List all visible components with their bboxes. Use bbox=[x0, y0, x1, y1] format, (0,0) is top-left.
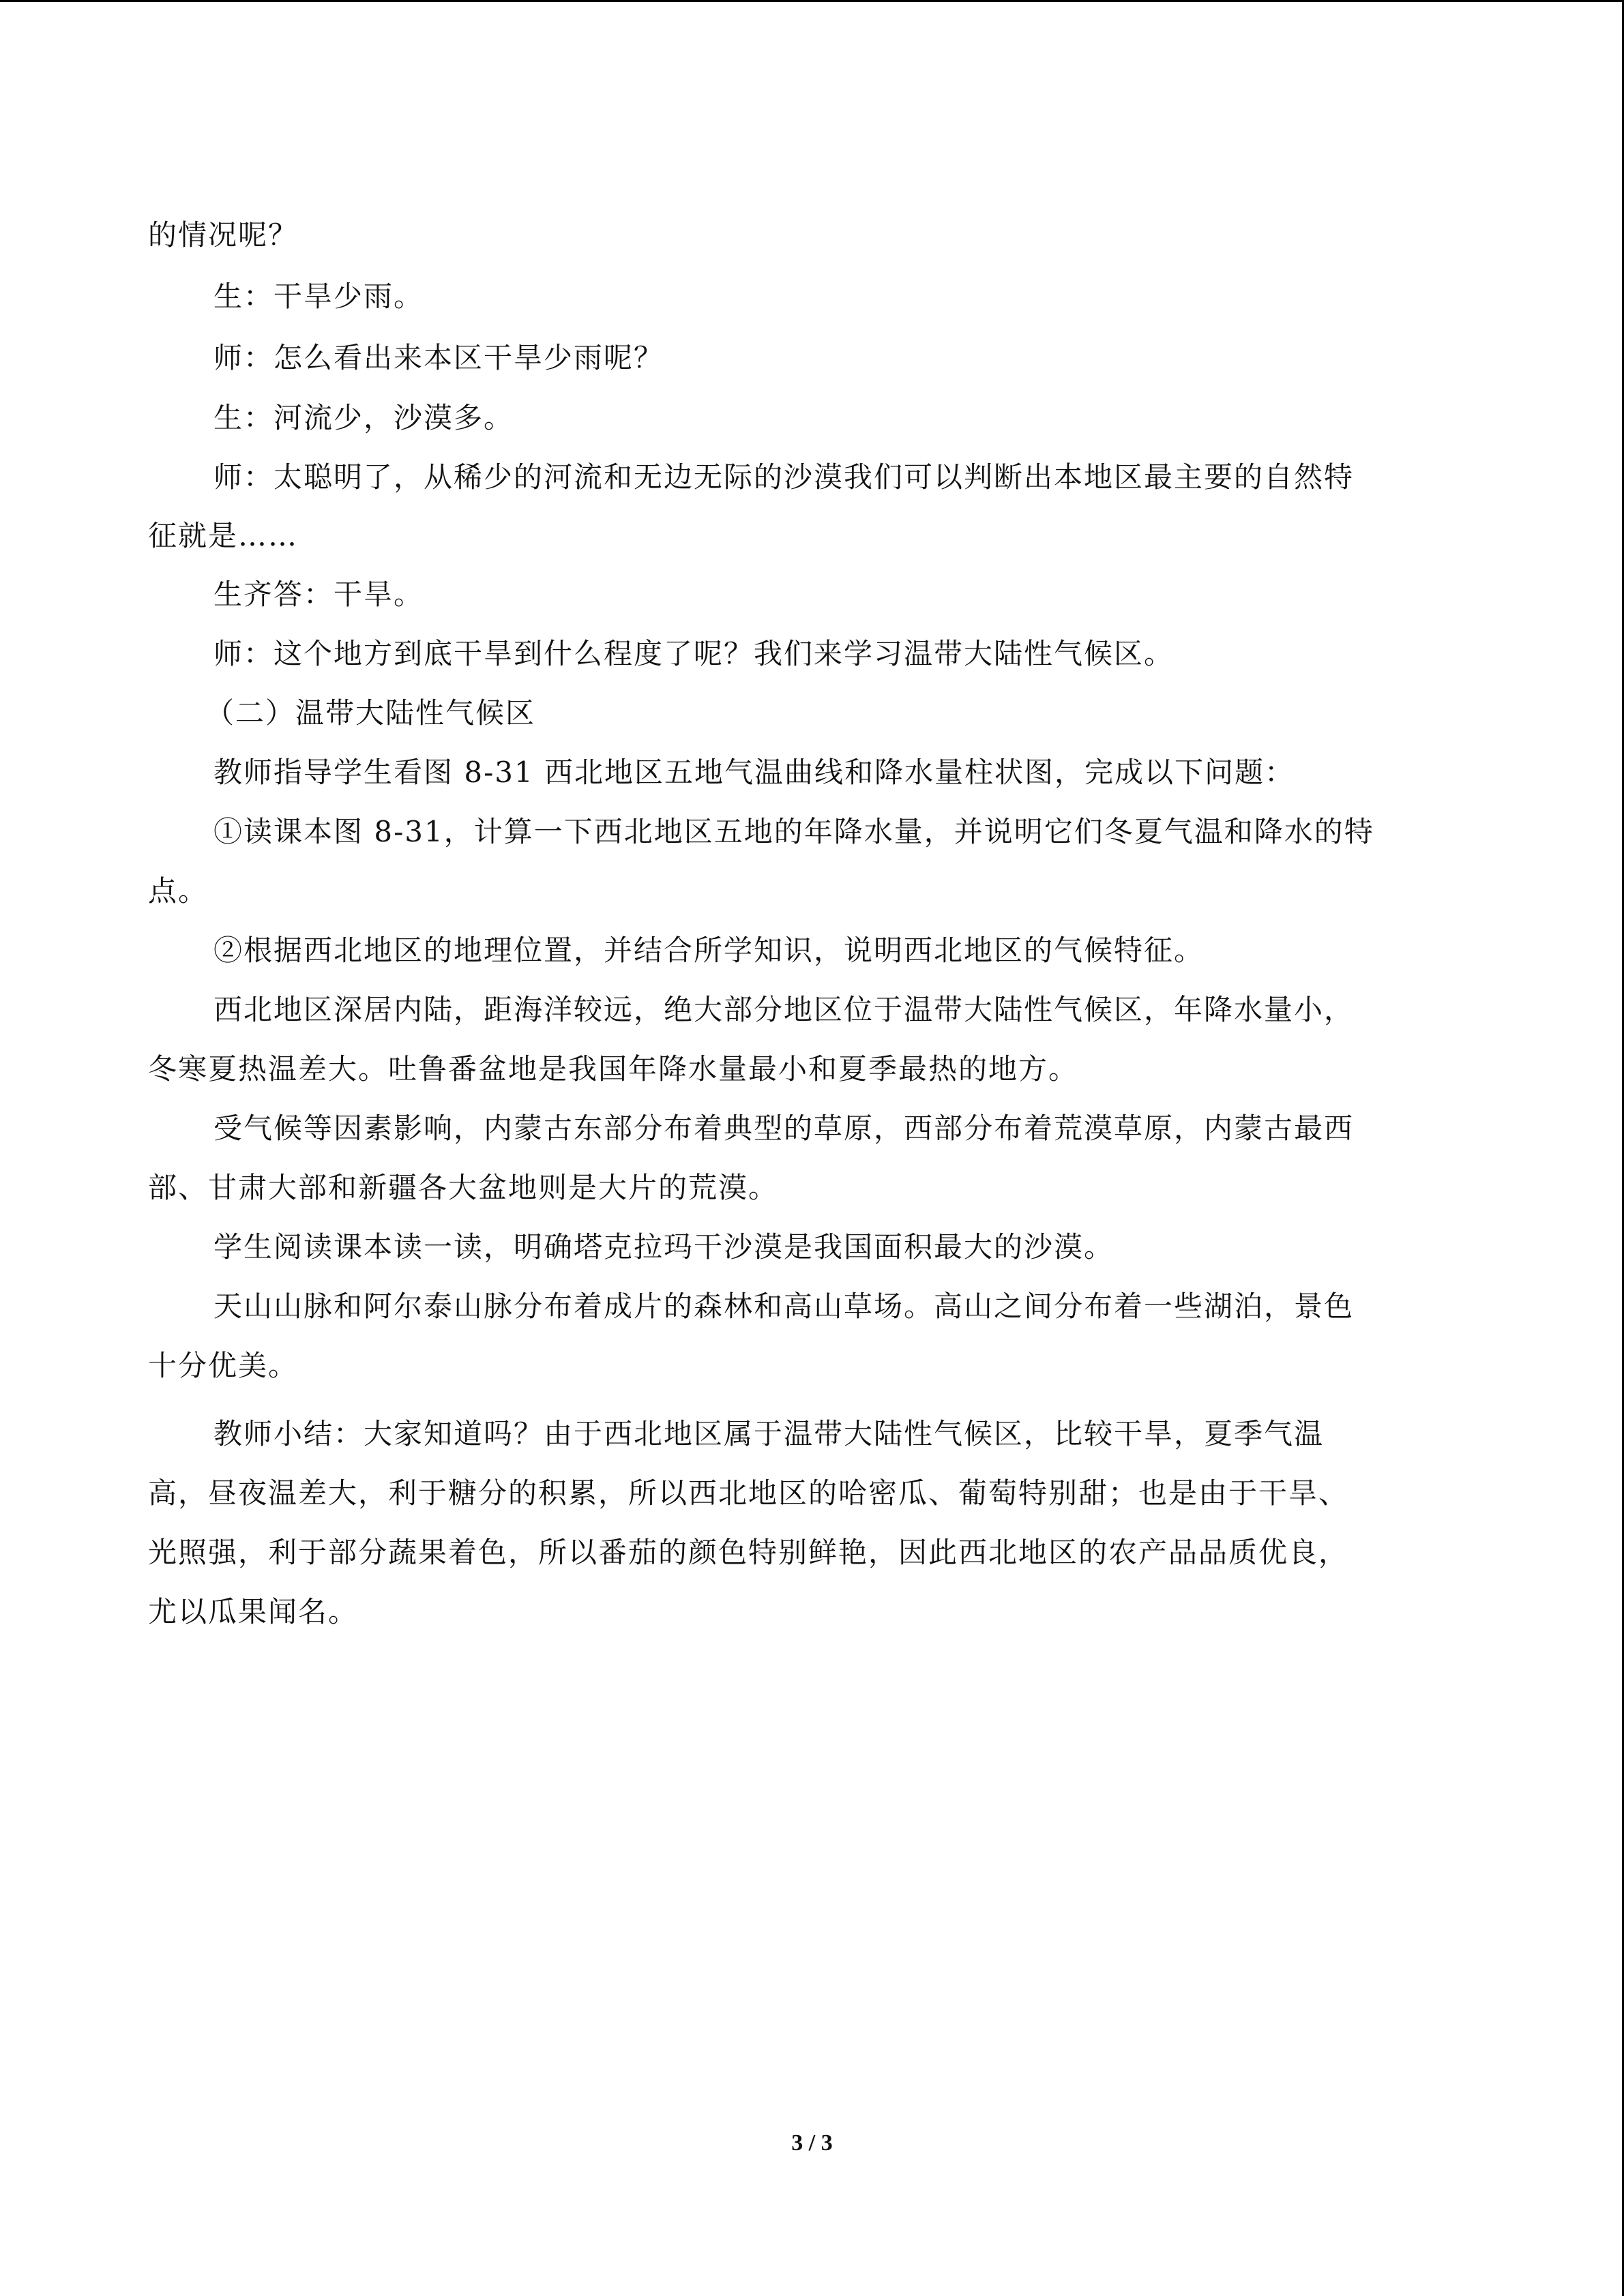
text-line: ①读课本图 8-31，计算一下西北地区五地的年降水量，并说明它们冬夏气温和降水的特 bbox=[213, 815, 1374, 848]
text-line: 教师小结：大家知道吗？由于西北地区属于温带大陆性气候区，比较干旱，夏季气温 bbox=[213, 1417, 1325, 1450]
text-line: 天山山脉和阿尔泰山脉分布着成片的森林和高山草场。高山之间分布着一些湖泊，景色 bbox=[213, 1289, 1355, 1323]
page-number: 3 / 3 bbox=[791, 2130, 833, 2156]
text-line: 的情况呢？ bbox=[148, 218, 299, 252]
text-line: 光照强，利于部分蔬果着色，所以番茄的颜色特别鲜艳，因此西北地区的农产品品质优良， bbox=[148, 1536, 1349, 1569]
text-line: 十分优美。 bbox=[148, 1349, 299, 1382]
text-line: 生：干旱少雨。 bbox=[213, 280, 424, 313]
text-line: 生齐答：干旱。 bbox=[213, 578, 424, 611]
text-line: 师：太聪明了，从稀少的河流和无边无际的沙漠我们可以判断出本地区最主要的自然特 bbox=[213, 460, 1355, 494]
text-line: 学生阅读课本读一读，明确塔克拉玛干沙漠是我国面积最大的沙漠。 bbox=[213, 1230, 1114, 1264]
text-line: ②根据西北地区的地理位置，并结合所学知识，说明西北地区的气候特征。 bbox=[213, 934, 1205, 967]
text-line: 冬寒夏热温差大。吐鲁番盆地是我国年降水量最小和夏季最热的地方。 bbox=[148, 1052, 1079, 1086]
text-line: 西北地区深居内陆，距海洋较远，绝大部分地区位于温带大陆性气候区，年降水量小， bbox=[213, 993, 1355, 1026]
section-heading: （二）温带大陆性气候区 bbox=[205, 696, 536, 730]
text-line: 高，昼夜温差大，利于糖分的积累，所以西北地区的哈密瓜、葡萄特别甜；也是由于干旱、 bbox=[148, 1476, 1349, 1510]
page-border-top bbox=[0, 0, 1624, 2]
text-line: 点。 bbox=[148, 874, 209, 908]
text-line: 征就是…… bbox=[148, 519, 299, 552]
text-line: 教师指导学生看图 8-31 西北地区五地气温曲线和降水量柱状图，完成以下问题： bbox=[213, 756, 1295, 789]
text-line: 师：怎么看出来本区干旱少雨呢？ bbox=[213, 341, 664, 374]
text-line: 尤以瓜果闻名。 bbox=[148, 1595, 359, 1628]
text-line: 部、甘肃大部和新疆各大盆地则是大片的荒漠。 bbox=[148, 1171, 779, 1204]
text-line: 受气候等因素影响，内蒙古东部分布着典型的草原，西部分布着荒漠草原，内蒙古最西 bbox=[213, 1112, 1355, 1145]
text-line: 生：河流少，沙漠多。 bbox=[213, 401, 514, 434]
text-line: 师：这个地方到底干旱到什么程度了呢？我们来学习温带大陆性气候区。 bbox=[213, 637, 1175, 670]
